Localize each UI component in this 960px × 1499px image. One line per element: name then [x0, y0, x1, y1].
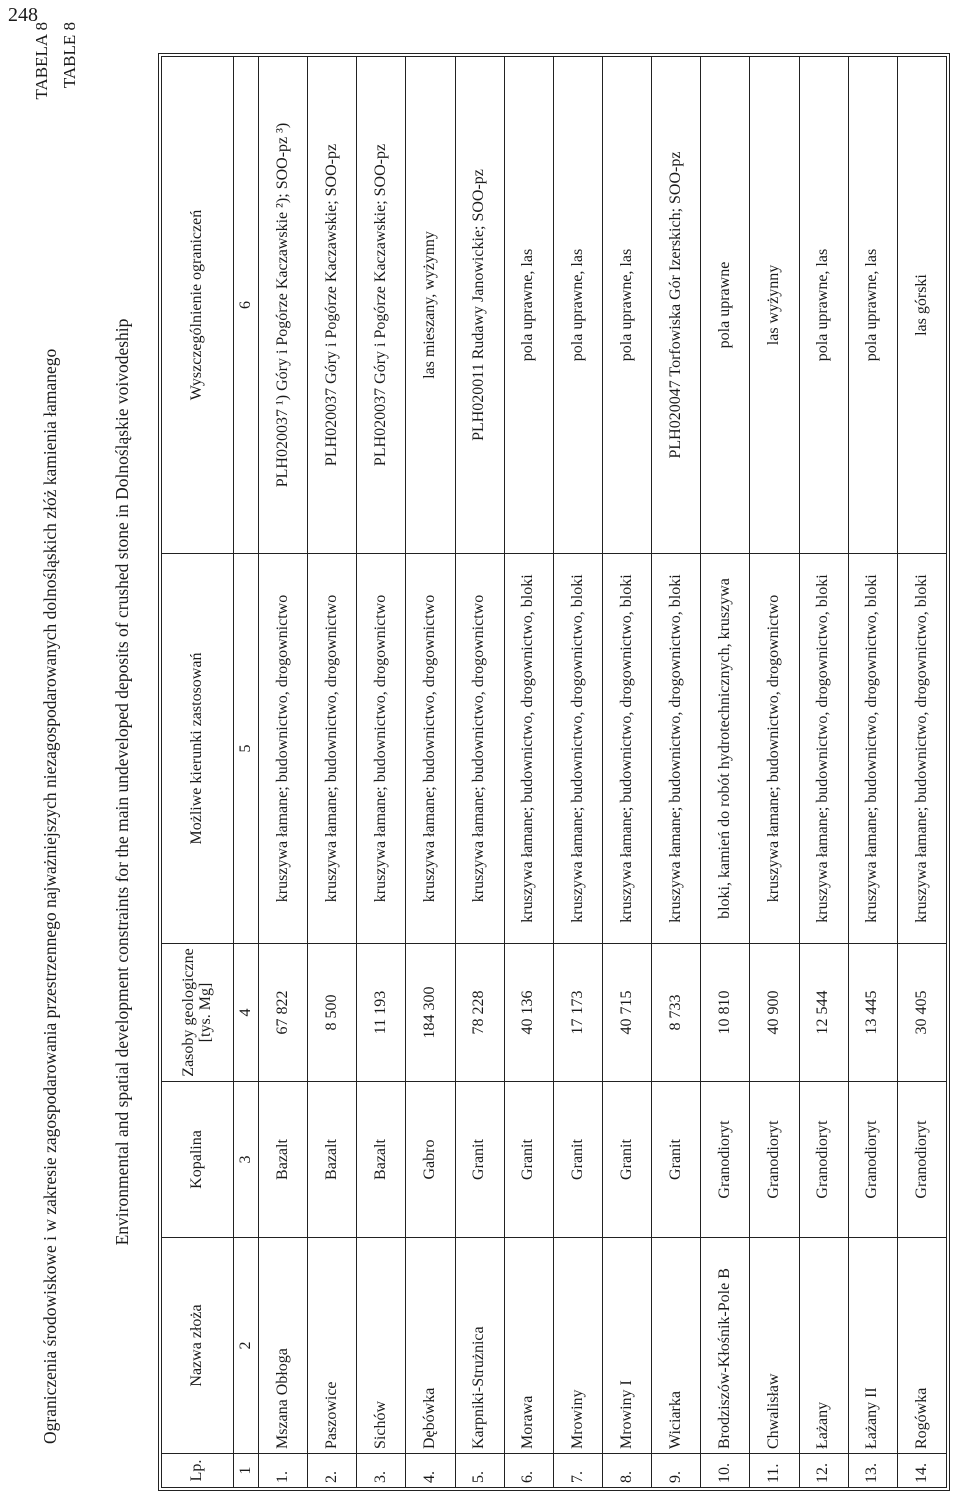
- cell-reserves: 8 500: [308, 944, 357, 1082]
- cell-reserves: 12 544: [799, 944, 848, 1082]
- table-row: [357, 57, 406, 1488]
- table-row: [455, 57, 504, 1488]
- cell-constraints: PLH020047 Torfowiska Gór Izerskich; SOO-pz: [652, 57, 701, 554]
- column-number: 5: [234, 554, 259, 944]
- cell-lp: 8.: [602, 1454, 651, 1488]
- cell-lp: 7.: [553, 1454, 602, 1488]
- cell-uses: kruszywa łamane; budownictwo, drogownictwo, bloki: [799, 554, 848, 944]
- cell-uses: kruszywa łamane; budownictwo, drogownictwo, bloki: [652, 554, 701, 944]
- cell-name: Mrowiny: [553, 1238, 602, 1454]
- cell-name: Mrowiny I: [602, 1238, 651, 1454]
- cell-uses: kruszywa łamane; budownictwo, drogownictwo, bloki: [504, 554, 553, 944]
- column-number: 1: [234, 1454, 259, 1488]
- table-row: [652, 57, 701, 1488]
- cell-lp: 6.: [504, 1454, 553, 1488]
- cell-mineral: Granodioryt: [701, 1082, 750, 1238]
- header-name: Nazwa złoża: [162, 1238, 234, 1454]
- table-row: [750, 57, 799, 1488]
- cell-mineral: Granit: [504, 1082, 553, 1238]
- cell-reserves: 11 193: [357, 944, 406, 1082]
- cell-name: Rogówka: [897, 1238, 946, 1454]
- cell-mineral: Gabro: [406, 1082, 455, 1238]
- constraints-table: [161, 56, 947, 1488]
- cell-lp: 11.: [750, 1454, 799, 1488]
- cell-uses: kruszywa łamane; budownictwo, drogownictwo: [406, 554, 455, 944]
- cell-name: Łażany II: [848, 1238, 897, 1454]
- cell-mineral: Granit: [455, 1082, 504, 1238]
- cell-reserves: 78 228: [455, 944, 504, 1082]
- cell-lp: 1.: [259, 1454, 308, 1488]
- cell-constraints: las górski: [897, 57, 946, 554]
- table-row: [259, 57, 308, 1488]
- table-row: [701, 57, 750, 1488]
- header-row: [162, 57, 234, 1488]
- table-row: [848, 57, 897, 1488]
- cell-mineral: Granit: [553, 1082, 602, 1238]
- column-number: 2: [234, 1238, 259, 1454]
- cell-constraints: pola uprawne, las: [602, 57, 651, 554]
- cell-mineral: Granit: [652, 1082, 701, 1238]
- cell-mineral: Granodioryt: [848, 1082, 897, 1238]
- header-mineral: Kopalina: [162, 1082, 234, 1238]
- column-number: 6: [234, 57, 259, 554]
- page-number: 248: [8, 4, 38, 26]
- cell-constraints: pola uprawne: [701, 57, 750, 554]
- column-number: 3: [234, 1082, 259, 1238]
- cell-reserves: 10 810: [701, 944, 750, 1082]
- cell-lp: 4.: [406, 1454, 455, 1488]
- cell-mineral: Granit: [602, 1082, 651, 1238]
- cell-name: Paszowice: [308, 1238, 357, 1454]
- table-row: [553, 57, 602, 1488]
- cell-mineral: Granodioryt: [750, 1082, 799, 1238]
- table-row: [897, 57, 946, 1488]
- cell-lp: 9.: [652, 1454, 701, 1488]
- table-row: [406, 57, 455, 1488]
- cell-uses: kruszywa łamane; budownictwo, drogownictwo: [455, 554, 504, 944]
- cell-uses: kruszywa łamane; budownictwo, drogownictwo: [357, 554, 406, 944]
- header-reserves: Zasoby geologiczne [tys. Mg]: [162, 944, 234, 1082]
- cell-constraints: PLH020037 Góry i Pogórze Kaczawskie; SOO-pz: [308, 57, 357, 554]
- cell-name: Dębówka: [406, 1238, 455, 1454]
- cell-uses: bloki, kamień do robót hydrotechnicznych, kruszywa: [701, 554, 750, 944]
- cell-uses: kruszywa łamane; budownictwo, drogownictwo, bloki: [602, 554, 651, 944]
- cell-lp: 12.: [799, 1454, 848, 1488]
- cell-uses: kruszywa łamane; budownictwo, drogownictwo: [308, 554, 357, 944]
- cell-name: Mszana Obłoga: [259, 1238, 308, 1454]
- table-row: [799, 57, 848, 1488]
- cell-mineral: Bazalt: [357, 1082, 406, 1238]
- table-label-pl: TABELA 8: [32, 22, 51, 100]
- cell-lp: 5.: [455, 1454, 504, 1488]
- cell-mineral: Bazalt: [308, 1082, 357, 1238]
- cell-lp: 14.: [897, 1454, 946, 1488]
- header-constraints: Wyszczególnienie ograniczeń: [162, 57, 234, 554]
- cell-name: Brodziszów-Kłośnik-Pole B: [701, 1238, 750, 1454]
- cell-reserves: 67 822: [259, 944, 308, 1082]
- cell-lp: 10.: [701, 1454, 750, 1488]
- cell-name: Sichów: [357, 1238, 406, 1454]
- cell-lp: 3.: [357, 1454, 406, 1488]
- cell-name: Morawa: [504, 1238, 553, 1454]
- cell-constraints: pola uprawne, las: [504, 57, 553, 554]
- cell-name: Chwalisław: [750, 1238, 799, 1454]
- cell-uses: kruszywa łamane; budownictwo, drogownictwo, bloki: [848, 554, 897, 944]
- table-label-en: TABLE 8: [60, 22, 79, 89]
- table-title-en: Environmental and spatial development constraints for the main undeveloped deposits of crushed stone in Dolnośląskie voivodeship: [112, 318, 132, 1246]
- cell-reserves: 13 445: [848, 944, 897, 1082]
- cell-name: Karpniki-Strużnica: [455, 1238, 504, 1454]
- cell-constraints: PLH020037 Góry i Pogórze Kaczawskie; SOO-pz: [357, 57, 406, 554]
- cell-constraints: las wyżynny: [750, 57, 799, 554]
- cell-uses: kruszywa łamane; budownictwo, drogownictwo: [750, 554, 799, 944]
- table-title-pl: Ograniczenia środowiskowe i w zakresie zagospodarowania przestrzennego najważniejszych niezagospodarowanych dolnośląskich złóż kamienia łamanego: [40, 348, 60, 1444]
- cell-constraints: pola uprawne, las: [553, 57, 602, 554]
- cell-constraints: PLH020011 Rudawy Janowickie; SOO-pz: [455, 57, 504, 554]
- cell-name: Wiciarka: [652, 1238, 701, 1454]
- cell-mineral: Granodioryt: [897, 1082, 946, 1238]
- cell-lp: 2.: [308, 1454, 357, 1488]
- cell-constraints: PLH020037 ¹) Góry i Pogórze Kaczawskie ²); SOO-pz ³): [259, 57, 308, 554]
- cell-constraints: pola uprawne, las: [799, 57, 848, 554]
- cell-uses: kruszywa łamane; budownictwo, drogownictwo, bloki: [897, 554, 946, 944]
- cell-reserves: 40 136: [504, 944, 553, 1082]
- cell-reserves: 8 733: [652, 944, 701, 1082]
- cell-mineral: Granodioryt: [799, 1082, 848, 1238]
- cell-reserves: 17 173: [553, 944, 602, 1082]
- cell-reserves: 40 900: [750, 944, 799, 1082]
- cell-lp: 13.: [848, 1454, 897, 1488]
- table-frame: [158, 53, 950, 1491]
- cell-name: Łażany: [799, 1238, 848, 1454]
- table-row: [602, 57, 651, 1488]
- table-row: [308, 57, 357, 1488]
- cell-mineral: Bazalt: [259, 1082, 308, 1238]
- cell-constraints: pola uprawne, las: [848, 57, 897, 554]
- cell-reserves: 184 300: [406, 944, 455, 1082]
- cell-constraints: las mieszany, wyżynny: [406, 57, 455, 554]
- cell-reserves: 30 405: [897, 944, 946, 1082]
- column-number-row: [234, 57, 259, 1488]
- cell-reserves: 40 715: [602, 944, 651, 1082]
- table-row: [504, 57, 553, 1488]
- cell-uses: kruszywa łamane; budownictwo, drogownictwo, bloki: [553, 554, 602, 944]
- column-number: 4: [234, 944, 259, 1082]
- header-uses: Możliwe kierunki zastosowań: [162, 554, 234, 944]
- cell-uses: kruszywa łamane; budownictwo, drogownictwo: [259, 554, 308, 944]
- header-lp: Lp.: [162, 1454, 234, 1488]
